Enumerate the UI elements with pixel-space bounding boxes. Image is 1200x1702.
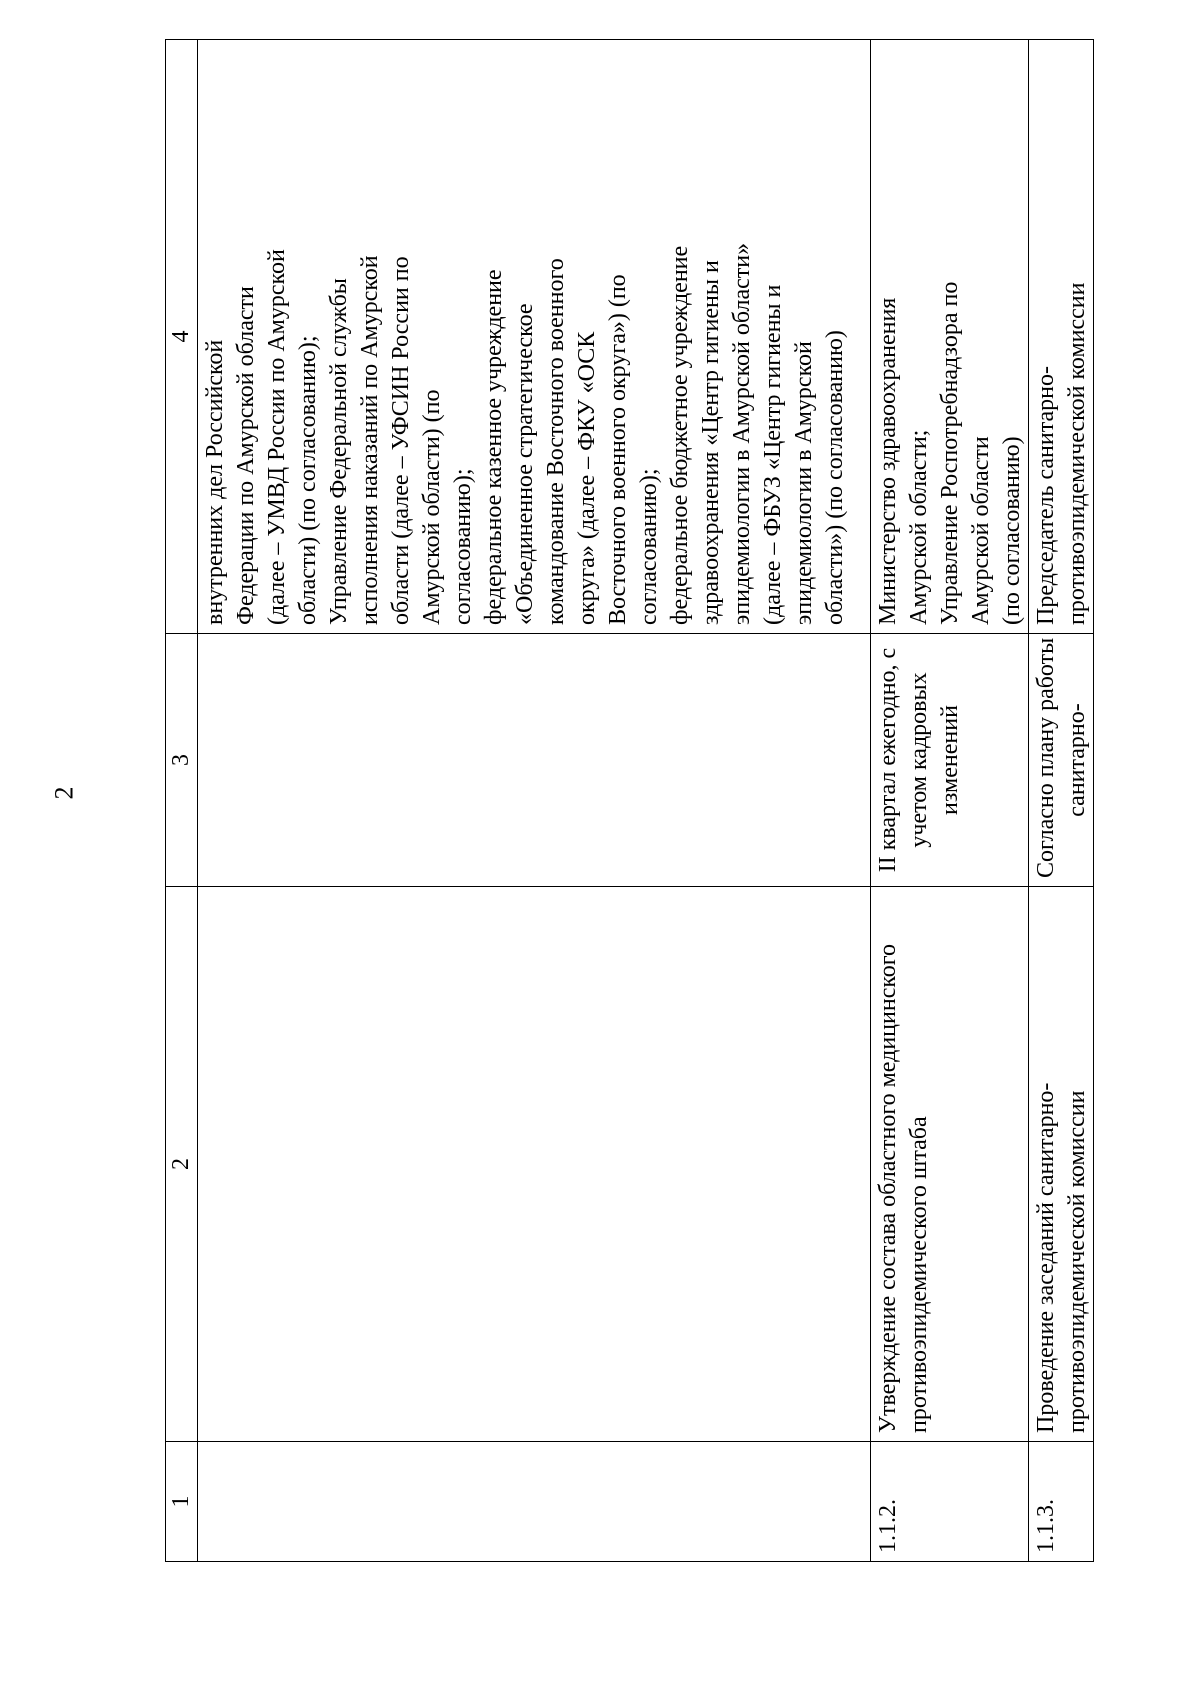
term-line: учетом кадровых [906,672,932,848]
item-number-cell: 1.1.3. [1029,1442,1094,1562]
executors-line: Председатель санитарно- [1033,365,1059,625]
action-line: Утверждение состава областного медицинского [875,943,901,1433]
executors-line: Федерации по Амурской области [233,286,259,625]
executors-cell [1029,40,1094,634]
term-cell [198,634,871,887]
executors-line: Управление Федеральной службы [326,278,352,625]
action-cell [1029,887,1094,1442]
executors-line: внутренних дел Российской [202,339,228,625]
executors-line: округа» (далее – ФКУ «ОСК [574,331,600,625]
executors-line: согласованию); [636,468,662,625]
plan-table [165,39,1094,1562]
header-row [166,40,198,1562]
executors-line: (по согласованию) [999,436,1025,625]
executors-cell [871,40,1029,634]
term-line: Согласно плану работы [1033,637,1059,878]
executors-line: (далее – УМВД России по Амурской [264,249,290,625]
executors-line: федеральное бюджетное учреждение [667,245,693,625]
executors-line: Управление Роспотребнадзора по [937,281,963,625]
executors-line: области) (по согласованию); [295,335,321,625]
executors-line: федеральное казенное учреждение [481,269,507,625]
executors-line: области») (по согласованию) [822,330,848,625]
executors-line: (далее – ФБУЗ «Центр гигиены и [760,284,786,625]
executors-line: Амурской области [968,436,994,625]
item-number-cell [198,1442,871,1562]
page-number: 2 [49,786,79,800]
action-line: противоэпидемической комиссии [1064,1090,1090,1433]
executors-line: Амурской области; [906,429,932,625]
item-number-cell: 1.1.2. [871,1442,1029,1562]
plan-table-rotated [165,40,1090,1562]
executors-line: Восточного военного округа») (по [605,274,631,625]
executors-line: Министерство здравоохранения [875,297,901,625]
action-line: Проведение заседаний санитарно- [1033,1082,1059,1433]
table-row [871,40,1029,1562]
term-line: санитарно- [1064,703,1090,817]
term-cell [871,634,1029,887]
term-line: II квартал ежегодно, с [875,647,901,873]
executors-cell [198,40,871,634]
header-col-2: 2 [166,887,198,1442]
term-line: изменений [937,705,963,815]
executors-line: эпидемиологии в Амурской области» [729,242,755,625]
header-col-3: 3 [166,634,198,887]
executors-line: эпидемиологии в Амурской [791,341,817,625]
table-row [198,40,871,1562]
executors-line: области (далее – УФСИН России по [388,256,414,625]
executors-line: противоэпидемической комиссии [1064,282,1090,625]
executors-line: командование Восточного военного [543,258,569,625]
action-line: противоэпидемического штаба [906,1116,932,1433]
table-row [1029,40,1094,1562]
header-col-1: 1 [166,1442,198,1562]
action-cell [198,887,871,1442]
executors-line: исполнения наказаний по Амурской [357,255,383,625]
header-col-4: 4 [166,40,198,634]
action-cell [871,887,1029,1442]
executors-line: Амурской области) (по [419,389,445,625]
executors-line: согласованию); [450,468,476,625]
term-cell [1029,634,1094,887]
executors-line: здравоохранения «Центр гигиены и [698,260,724,625]
executors-line: «Объединенное стратегическое [512,303,538,625]
